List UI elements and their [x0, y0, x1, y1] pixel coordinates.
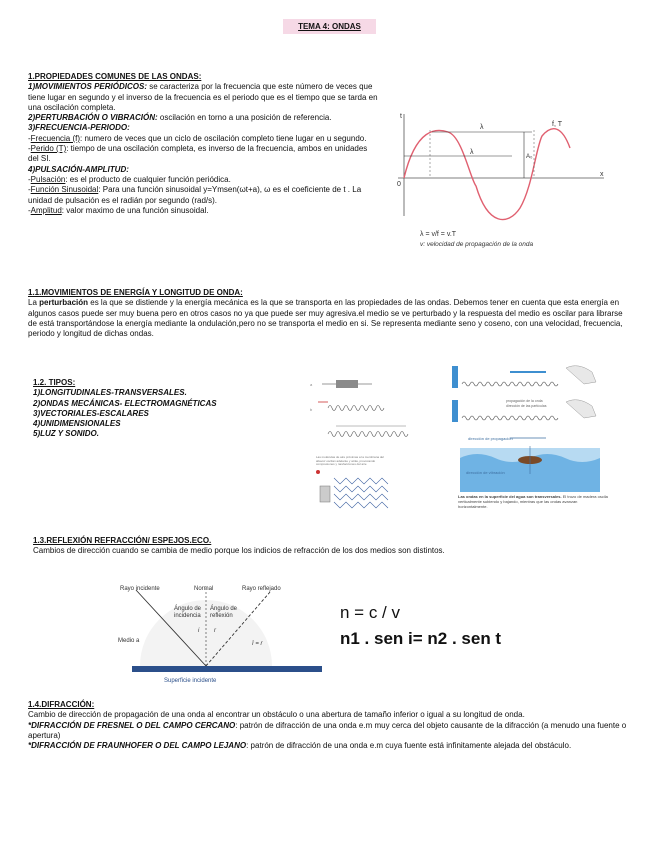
- section-1-2: [33, 378, 283, 440]
- speaker-icon: [320, 486, 330, 502]
- s1-p4: -Frecuencia (f): numero de veces que un ciclo de oscilación completo tiene lugar en u segundo.: [28, 133, 367, 143]
- water-wave-figure: [450, 360, 610, 525]
- lambda-label-top: λ: [480, 124, 484, 131]
- s14-p2: *DIFRACCIÓN DE FRESNEL O DEL CAMPO CERCANO: patrón de difracción de una onda e.m muy cerca del objeto causante de la difracción (a menudo una fuente o apertura): [28, 720, 627, 740]
- s1-p1: 1)MOVIMIENTOS PERIÓDICOS: se caracteriza por la frecuencia que este número de veces que tiene lugar en segundo y el inverso de la frecuencia es el periodo que es el tiempo que se tarda en una oscilación completa.: [28, 82, 378, 112]
- wave-corner-label: f, T: [552, 121, 562, 128]
- s1-p8: -Función Sinusoidal: Para una función sinusoidal y=Ymsen(ωt+a), ω es el coeficiente de t . La unidad de pulsación es el radián por segundo (rad/s).: [28, 185, 362, 205]
- reflection-angle-label-2: reflexión: [210, 613, 233, 619]
- spring-note-wrap: [316, 456, 386, 486]
- spring-note: Las moléculas de aire próximas a la membrana del altavoz oscilan adelante y atrás, provocando compresiones y rarefacciones del aire: [316, 456, 384, 467]
- incidence-angle-label-1: Ángulo de: [174, 606, 202, 612]
- wave-origin-label: 0: [397, 181, 401, 188]
- wave-curve: [404, 129, 570, 220]
- reflected-ray-label: Rayo reflejado: [242, 586, 281, 592]
- spring-compressed: [336, 380, 358, 388]
- angle-equality: î = r: [252, 641, 263, 647]
- spring-block-2: [452, 400, 458, 422]
- s1-p3: 3)FRECUENCIA-PERIODO:: [28, 123, 130, 133]
- wave-x-label: x: [600, 171, 604, 178]
- section-1-2-heading: 1.2. TIPOS:: [33, 378, 76, 387]
- s1-p2: 2)PERTURBACIÓN O VIBRACIÓN: oscilación en torno a una posición de referencia.: [28, 113, 332, 123]
- s1-p6: 4)PULSACIÓN-AMPLITUD:: [28, 164, 129, 174]
- water-label-3: dirección de propagación: [468, 436, 513, 441]
- water-label-1: propagación de la onda: [506, 399, 543, 403]
- spring-coil-top: [462, 382, 558, 386]
- wave-diagram: [392, 108, 614, 256]
- s1-p5: -Perido (T): tiempo de una oscilación completa, es inverso de la frecuencia, ambos en unidades del SI.: [28, 144, 368, 164]
- wave-caption: v: velocidad de propagación de la onda: [420, 241, 534, 248]
- water-label-2: dirección de las partículas: [506, 404, 547, 408]
- s1-p9: -Amplitud: valor maximo de una función sinusoidal.: [28, 205, 209, 215]
- section-1-1: [28, 288, 628, 339]
- wave-equation: λ = v/f = v.T: [420, 231, 457, 238]
- incidence-angle-label-2: incidencia: [174, 613, 201, 619]
- water-label-4: dirección de vibración: [466, 470, 505, 475]
- type-item: 5)LUZ Y SONIDO.: [33, 429, 99, 439]
- formula-snell: n1 . sen i= n2 . sen t: [340, 629, 502, 648]
- wave-y-label: t: [400, 113, 402, 120]
- type-item: 2)ONDAS MECÁNICAS- ELECTROMAGNÉTICAS: [33, 398, 217, 408]
- angle-r: r: [214, 628, 216, 634]
- section-1-3: [33, 536, 633, 557]
- spring-block-1: [452, 366, 458, 388]
- s13-text: Cambios de dirección cuando se cambia de medio porque los indicios de refracción de los dos medios son distintos.: [33, 546, 445, 556]
- note-bullet: [316, 470, 320, 474]
- spring-row-label: a: [310, 382, 313, 387]
- medium-label: Medio a: [118, 638, 140, 644]
- spring-coil: [328, 432, 408, 437]
- section-1-4: [28, 700, 628, 751]
- normal-label: Normal: [194, 586, 214, 592]
- incident-ray-label: Rayo incidente: [120, 586, 160, 592]
- s14-p3: *DIFRACCIÓN DE FRAUNHOFER O DEL CAMPO LEJANO: patrón de difracción de una onda e.m cuya fuente está infinitamente alejada del obstáculo.: [28, 741, 572, 751]
- formula-refraction-index: n = c / v: [340, 603, 400, 622]
- hand-icon: [566, 400, 596, 418]
- s14-p1: Cambio de dirección de propagación de una onda al encontrar un obstáculo o una abertura de tamaño inferior o igual a su longitud de onda.: [28, 710, 525, 720]
- water-caption: Las ondas en la superficie del agua son transversales. El trozo de madera oscila verticalmente subiendo y bajando, mientras que las ondas avanzan horizontalmente.: [458, 494, 608, 509]
- type-item: 4)UNIDIMENSIONALES: [33, 419, 121, 429]
- spring-coil: [328, 406, 384, 411]
- type-item: 3)VECTORIALES-ESCALARES: [33, 408, 149, 418]
- section-1-3-heading: 1.3.REFLEXIÓN REFRACCIÓN/ ESPEJOS.ECO.: [33, 536, 212, 545]
- s11-paragraph: La perturbación es la que se distiende y la energía mecánica es la que se transporta en las propiedades de las ondas. Debemos tener en cuenta que esta energía en algunos casos puede ser muy buena pero en otros casos no ya que puede ser muy agresiva.el medio se ve perturbado y la respuesta del medio es oscilar para librarse de está transportándose la energía mediante la ondulación,pero no se transporta el medio en si. Se representa mediante seno y coseno, con una velocidad, frecuencia, periodo y longitud de dichas ondas.: [28, 298, 623, 339]
- spring-coil-bottom: [462, 416, 558, 420]
- spring-row-label: b: [310, 407, 313, 412]
- hand-icon: [566, 366, 596, 384]
- page-title: TEMA 4: ONDAS: [283, 19, 376, 34]
- water-caption-wrap: [458, 494, 608, 522]
- angle-i: i: [198, 628, 200, 634]
- incident-surface: [132, 666, 322, 672]
- surface-label: Superficie incidente: [164, 678, 217, 684]
- s1-p7: -Pulsación: es el producto de cualquier función periódica.: [28, 174, 231, 184]
- amplitude-label: A₀: [526, 154, 533, 160]
- reflection-diagram: [112, 578, 324, 690]
- type-item: 1)LONGITUDINALES-TRANSVERSALES.: [33, 388, 187, 398]
- section-1-4-heading: 1.4.DIFRACCIÓN:: [28, 700, 95, 709]
- section-1-1-heading: 1.1.MOVIMIENTOS DE ENERGÍA Y LONGITUD DE ONDA:: [28, 288, 243, 297]
- lambda-label-mid: λ: [470, 149, 474, 156]
- reflection-angle-label-1: Ángulo de: [210, 606, 238, 612]
- spring-figure: [306, 374, 446, 512]
- section-1: [28, 72, 380, 216]
- section-1-heading: 1.PROPIEDADES COMUNES DE LAS ONDAS:: [28, 72, 202, 81]
